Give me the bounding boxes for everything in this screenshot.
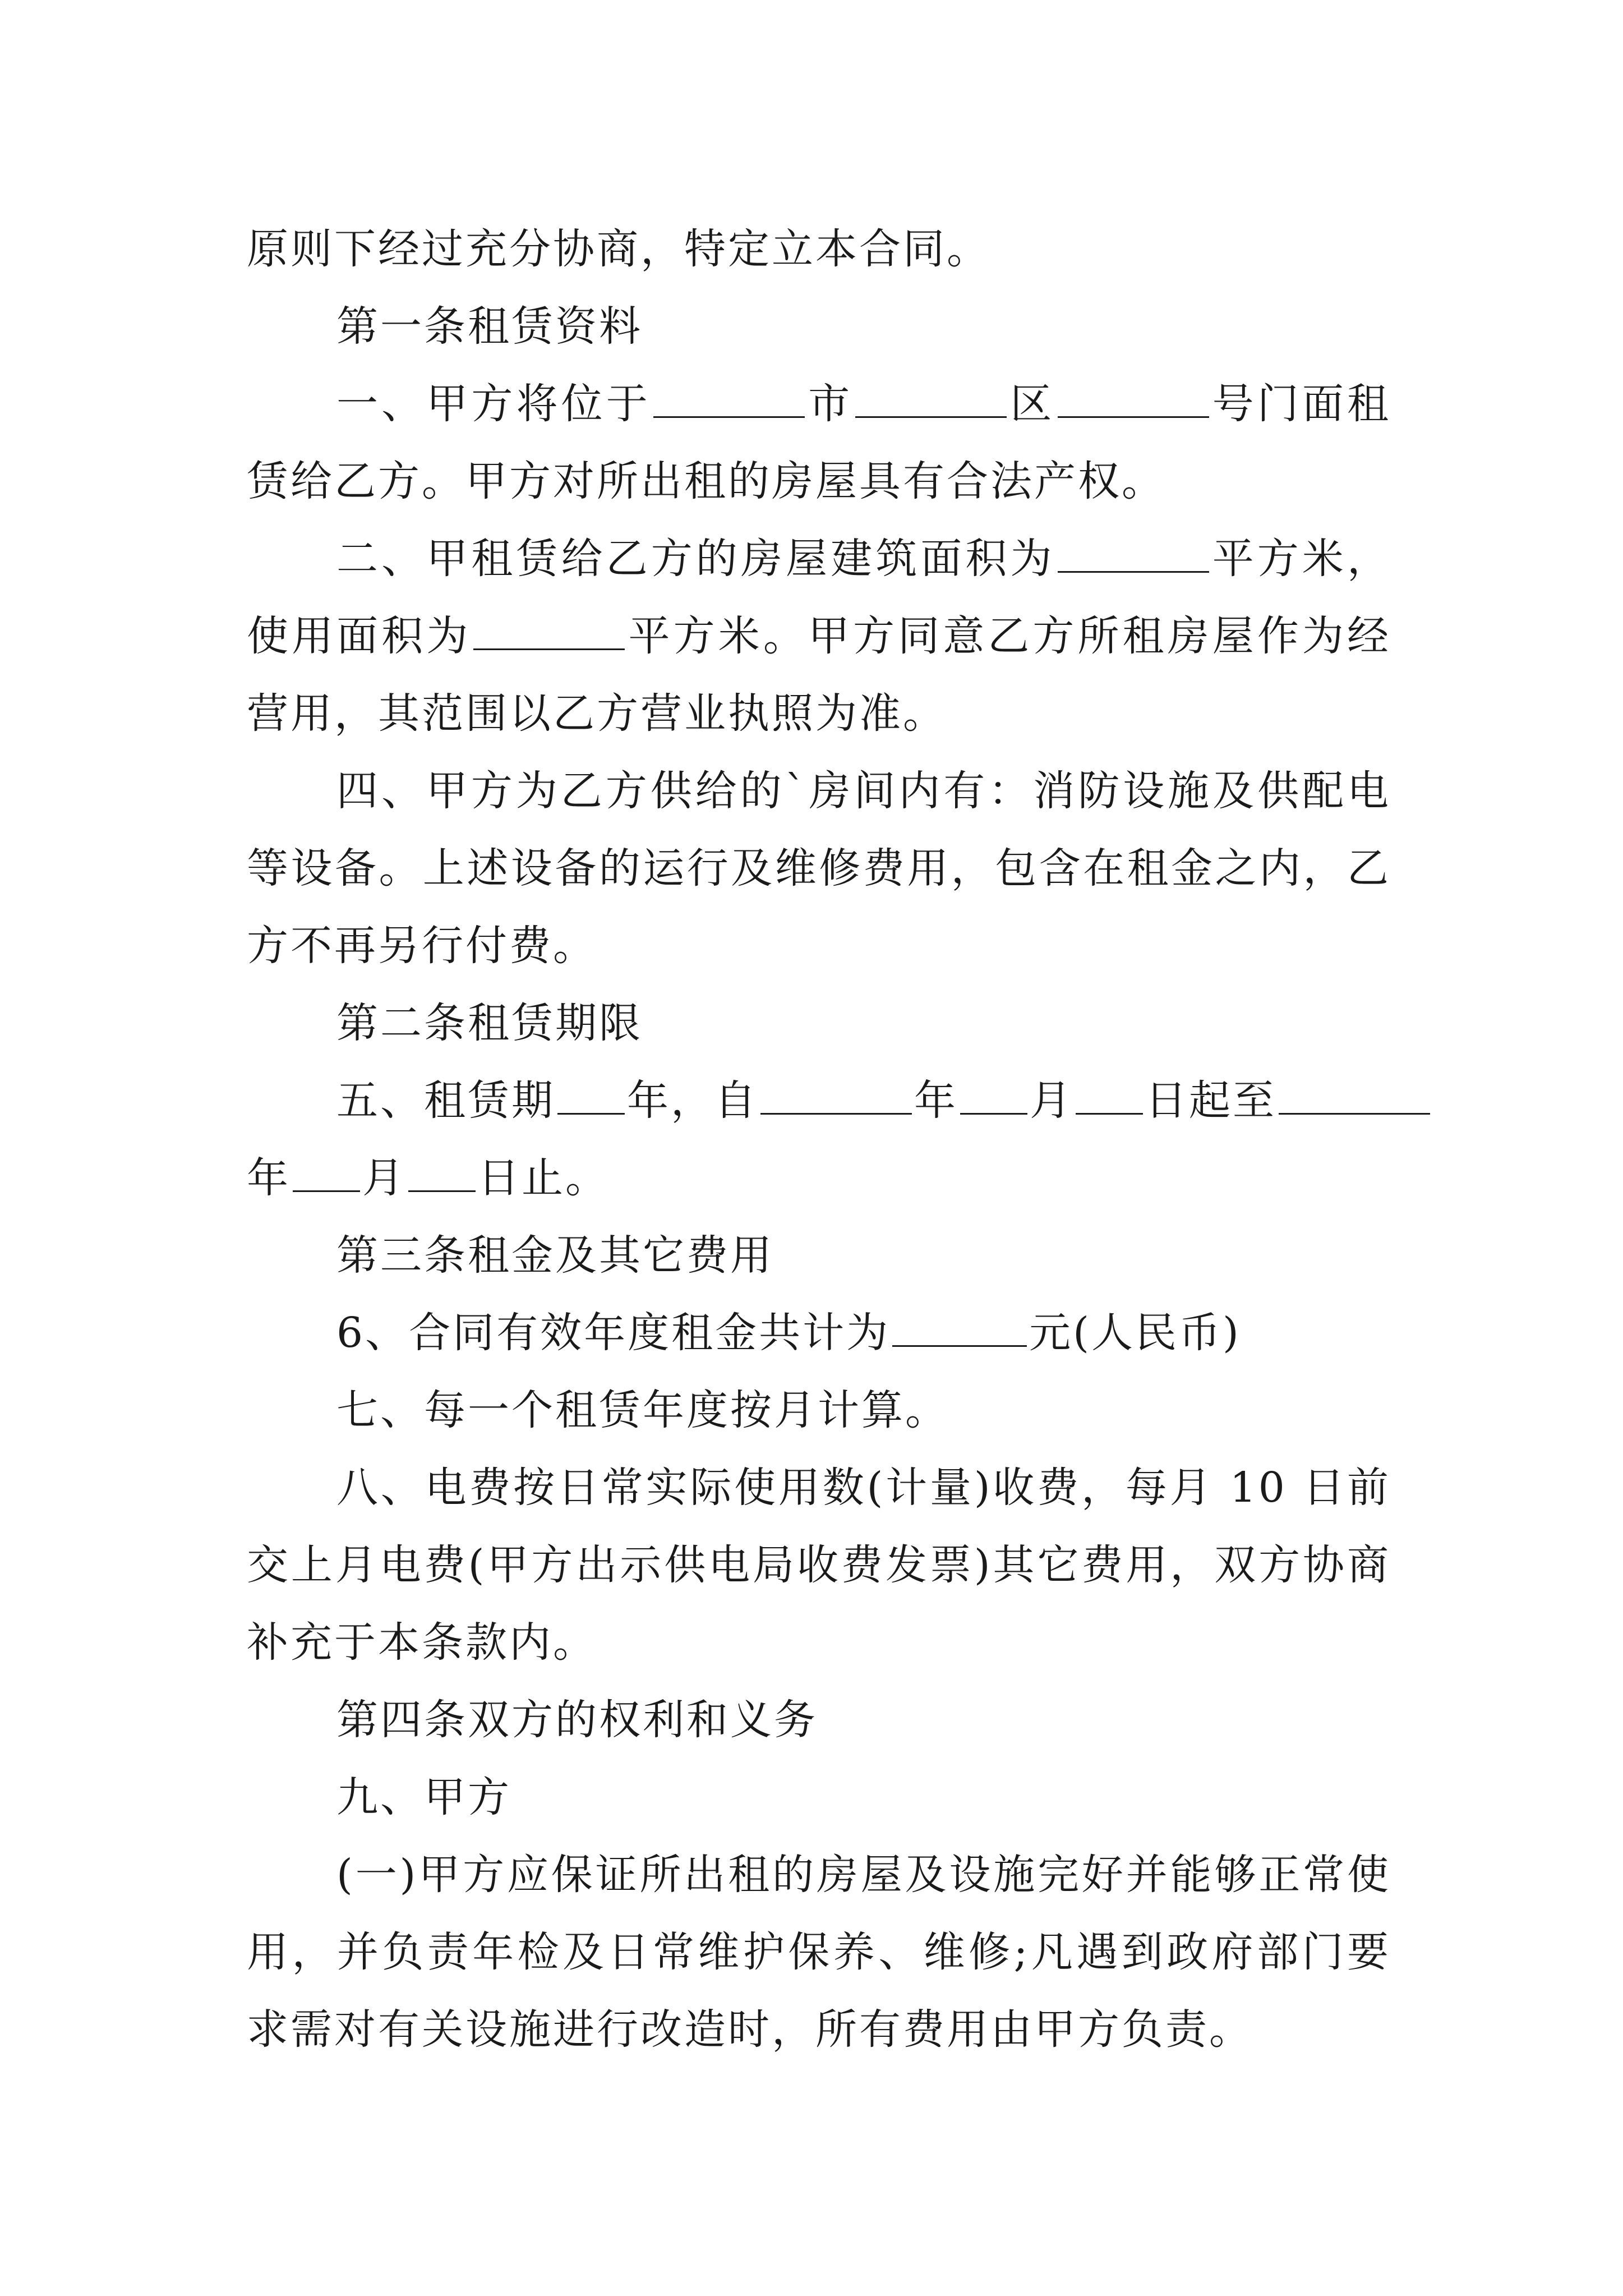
paragraph-line: 使用面积为 平方米。甲方同意乙方所租房屋作为经 — [247, 612, 1391, 660]
paragraph-line: 求需对有关设施进行改造时，所有费用由甲方负责。 — [247, 2005, 1253, 2054]
building-area-blank[interactable] — [1058, 537, 1209, 573]
contract-page — [247, 210, 1391, 2068]
annual-rent-blank[interactable] — [892, 1312, 1027, 1347]
paragraph-line: 赁给乙方。甲方对所出租的房屋具有合法产权。 — [247, 457, 1165, 505]
paragraph-line: 方不再另行付费。 — [247, 922, 597, 970]
end-month-blank[interactable] — [293, 1157, 360, 1192]
term-years-blank[interactable] — [557, 1079, 625, 1115]
paragraph-line: 用，并负责年检及日常维护保养、维修;凡遇到政府部门要 — [247, 1928, 1391, 1976]
paragraph-line: 等设备。上述设备的运行及维修费用，包含在租金之内，乙 — [247, 844, 1391, 892]
paragraph-line: 补充于本条款内。 — [247, 1618, 597, 1667]
clause-9-line: 九、甲方 — [336, 1773, 511, 1821]
sub-clause-line: (一)甲方应保证所出租的房屋及设施完好并能够正常使 — [336, 1851, 1391, 1899]
article-heading: 第一条租赁资料 — [336, 302, 643, 351]
district-blank[interactable] — [855, 383, 1007, 418]
clause-4-line: 四、甲方为乙方供给的`房间内有：消防设施及供配电 — [336, 767, 1391, 815]
clause-7-line: 七、每一个租赁年度按月计算。 — [336, 1386, 949, 1434]
clause-1-line: 一、甲方将位于 市 区 号门面租 — [336, 380, 1391, 428]
paragraph-line: 年 月 日止。 — [247, 1154, 609, 1202]
city-blank[interactable] — [653, 383, 805, 418]
article-heading: 第二条租赁期限 — [336, 999, 643, 1047]
clause-2-line: 二、甲租赁给乙方的房屋建筑面积为 平方米， — [336, 535, 1391, 583]
start-month-blank[interactable] — [960, 1079, 1027, 1115]
usable-area-blank[interactable] — [473, 615, 625, 650]
paragraph-line: 交上月电费(甲方出示供电局收费发票)其它费用，双方协商 — [247, 1541, 1391, 1589]
paragraph-line: 原则下经过充分协商，特定立本合同。 — [247, 225, 990, 273]
end-year-blank[interactable] — [1279, 1079, 1430, 1115]
article-heading: 第四条双方的权利和义务 — [336, 1696, 818, 1744]
paragraph-line: 营用，其范围以乙方营业执照为准。 — [247, 689, 947, 738]
start-year-blank[interactable] — [760, 1079, 912, 1115]
end-day-blank[interactable] — [408, 1157, 476, 1192]
number-blank[interactable] — [1058, 383, 1209, 418]
clause-5-line: 五、租赁期 年，自 年 月 日起至 — [247, 1062, 1391, 1139]
clause-6-line: 6、合同有效年度租金共计为 元(人民币) — [336, 1309, 1241, 1357]
start-day-blank[interactable] — [1076, 1079, 1143, 1115]
article-heading: 第三条租金及其它费用 — [336, 1231, 774, 1280]
clause-8-line: 八、电费按日常实际使用数(计量)收费，每月 10 日前 — [336, 1464, 1391, 1512]
